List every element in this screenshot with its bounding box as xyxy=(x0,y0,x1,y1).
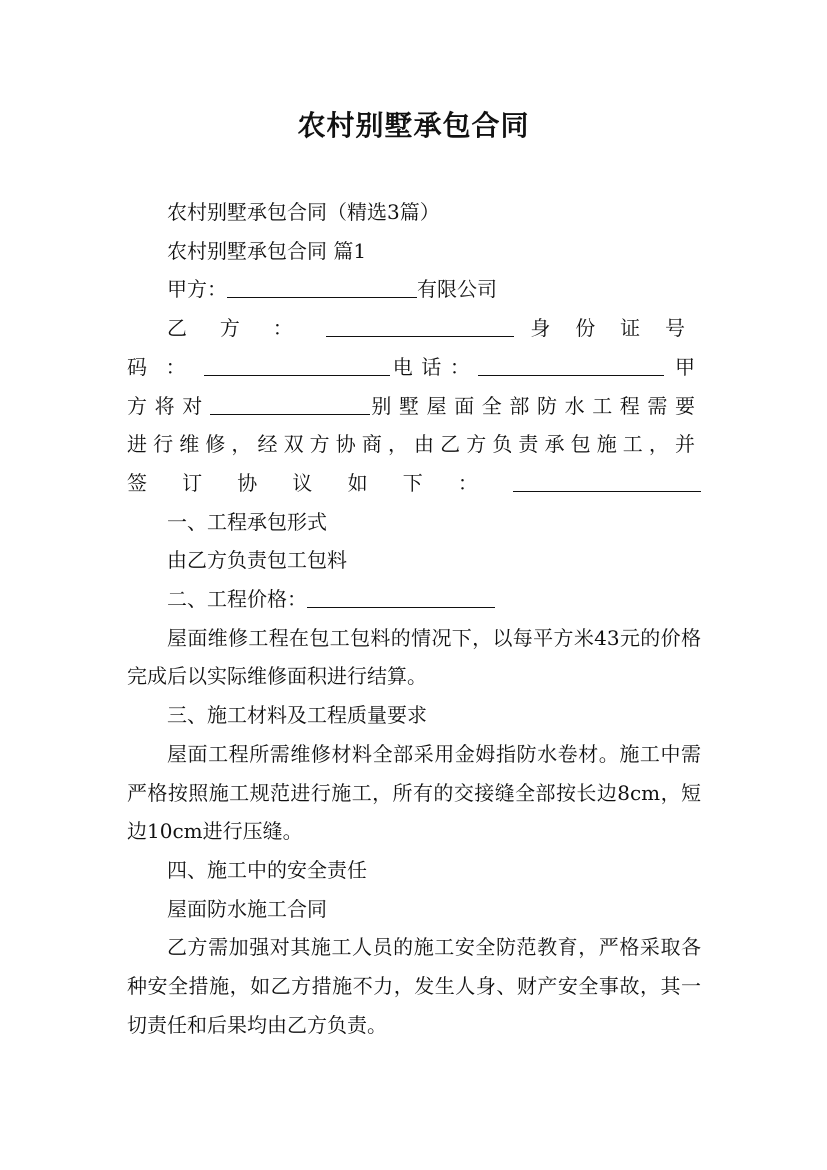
scope-blank xyxy=(210,394,370,415)
section-2-heading-line xyxy=(127,580,701,619)
section-2-content: 屋面维修工程在包工包料的情况下，以每平方米43元的价格完成后以实际维修面积进行结算。 xyxy=(127,625,701,689)
id-blank xyxy=(204,355,390,376)
document-title: 农村别墅承包合同 xyxy=(297,109,530,142)
party-b-label: 乙方： xyxy=(167,316,326,341)
section-4-content: 屋面防水施工合同 xyxy=(167,896,327,921)
party-b-text-after: 甲方将对 xyxy=(127,354,702,418)
section-3-heading: 三、施工材料及工程质量要求 xyxy=(167,703,427,728)
section-4-heading: 四、施工中的安全责任 xyxy=(167,857,367,882)
section-2-heading: 二、工程价格： xyxy=(167,587,307,612)
phone-blank xyxy=(478,355,664,376)
scope-text: 别墅屋面全部防水工程需要进行维修，经双方协商，由乙方负责承包施工，并签订协议如下： xyxy=(127,393,702,495)
phone-label: 电话： xyxy=(390,354,479,379)
section-1-content: 由乙方负责包工包料 xyxy=(167,548,347,573)
party-a-line xyxy=(127,270,701,309)
party-a-suffix: 有限公司 xyxy=(417,277,497,302)
party-b-blank xyxy=(326,316,514,337)
section-heading: 农村别墅承包合同 篇1 xyxy=(167,238,367,263)
party-a-label: 甲方： xyxy=(167,277,227,302)
subtitle: 农村别墅承包合同（精选3篇） xyxy=(167,200,440,224)
price-blank xyxy=(307,587,495,608)
end-blank xyxy=(513,471,701,492)
section-3-content: 屋面工程所需维修材料全部采用金姆指防水卷材。施工中需严格按照施工规范进行施工，所有的交接缝全部按长边8cm，短边10cm进行压缝。 xyxy=(127,741,701,844)
id-label: 身份证号码： xyxy=(127,316,702,379)
party-b-paragraph xyxy=(127,309,701,503)
party-a-blank xyxy=(227,277,417,298)
section-1-heading: 一、工程承包形式 xyxy=(167,509,327,534)
section-4-content-2: 乙方需加强对其施工人员的施工安全防范教育，严格采取各种安全措施，如乙方措施不力，发生人身、财产安全事故，其一切责任和后果均由乙方负责。 xyxy=(127,935,701,1037)
document-body xyxy=(127,193,701,1044)
